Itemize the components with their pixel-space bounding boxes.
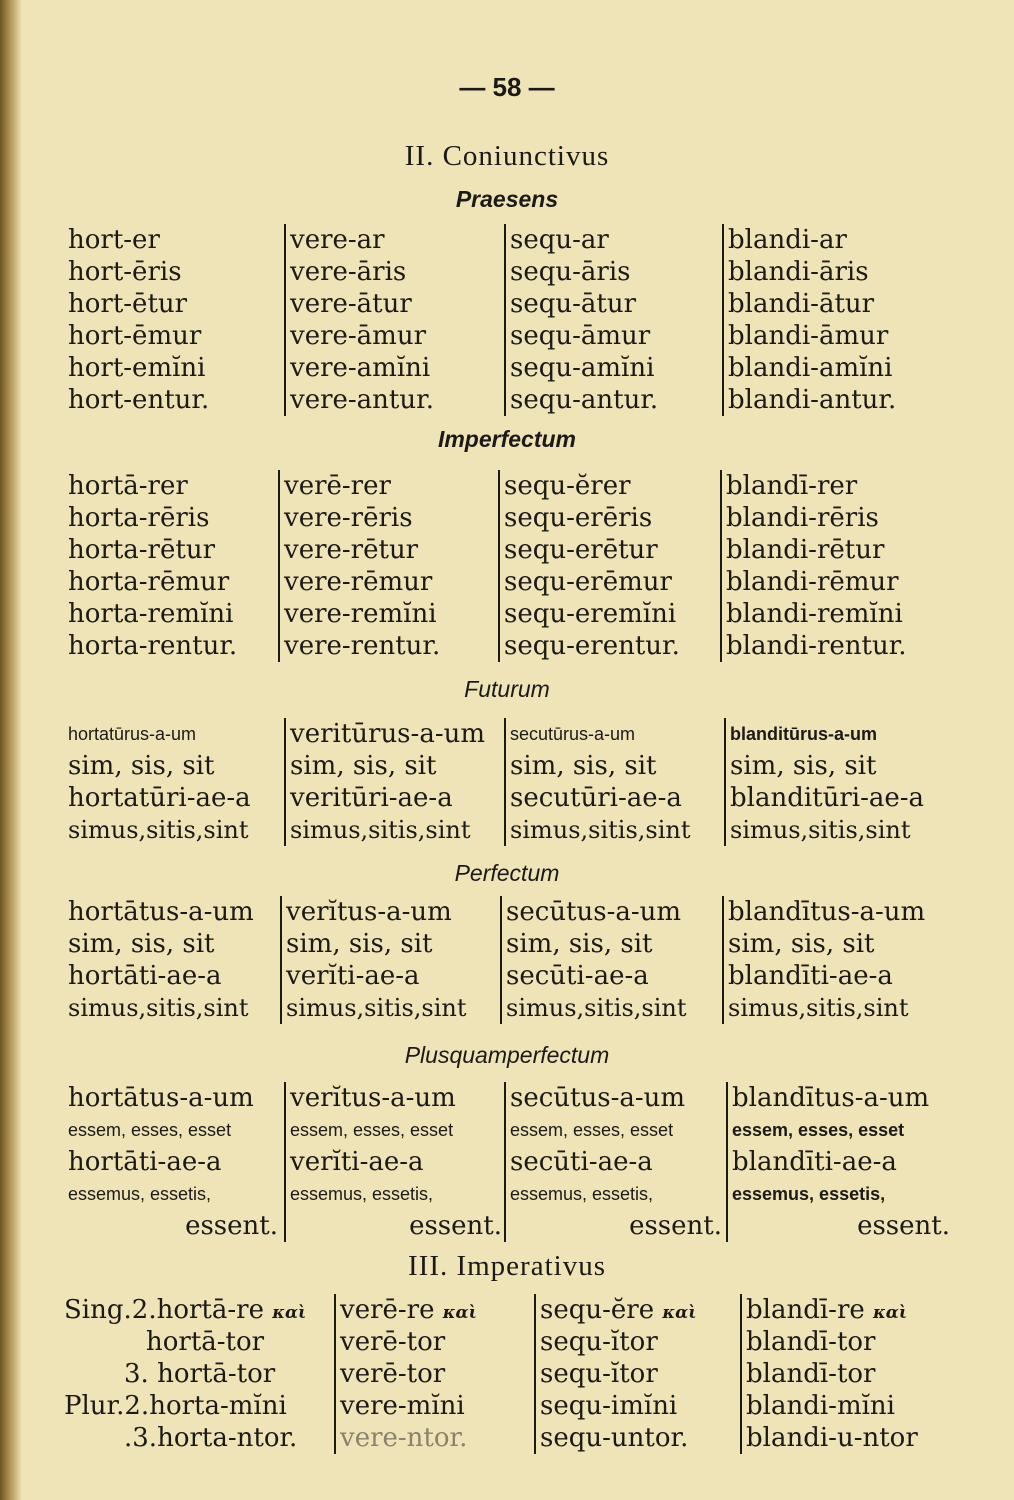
verb-form: essem, esses, esset [732,1120,905,1140]
verb-form: simus,sitis,sint [286,994,467,1022]
verb-form: Plur.2.horta-mĭni [64,1391,287,1421]
verb-form: blandīti-ae-a [732,1147,897,1177]
verb-form: blandi-antur. [728,385,897,415]
verb-form: sequ-ĕrer [504,471,631,501]
verb-form: sequ-ĭtor [540,1327,658,1357]
futurum-col-blandior [724,718,958,846]
plusquamperfectum-col-blandior [726,1082,950,1242]
verb-form: blandi-ātur [728,289,875,319]
verb-form: hortatūrus-a-um [68,724,197,744]
verb-form: hortāti-ae-a [68,961,222,991]
section-title-imperativus: III. Imperativus [408,1250,606,1282]
verb-form: vere-ātur [290,289,412,319]
verb-form: sequ-untor. [540,1423,689,1453]
verb-form: blandi-rētur [726,535,885,565]
verb-form: vere-āris [290,257,407,287]
futurum-col-vereor [284,718,504,846]
verb-form: simus,sitis,sint [728,994,909,1022]
verb-form: blandīti-ae-a [728,961,893,991]
verb-form: veritūrus-a-um [290,719,485,749]
verb-form: sequ-erēmur [504,567,672,597]
verb-form: sequ-antur. [510,385,659,415]
verb-form [540,1294,736,1326]
verb-form-text: sequ-ĕre [540,1295,655,1325]
verb-form: verē-tor [340,1327,446,1357]
verb-form: sequ-erentur. [504,631,680,661]
verb-form: vere-amĭni [290,353,431,383]
verb-form: secūti-ae-a [506,961,649,991]
praesens-col-hortor [68,224,278,416]
futurum-col-hortor [68,718,282,846]
praesens-col-blandior [722,224,958,416]
verb-form: vere-rentur. [284,631,441,661]
verb-form: sim, sis, sit [290,751,437,781]
verb-form [340,1294,526,1326]
tense-title-perfectum: Perfectum [454,860,560,886]
verb-form: hort-er [68,225,160,255]
verb-form: blandi-remĭni [726,599,903,629]
verb-form: vere-ar [290,225,385,255]
verb-form: vere-rēris [284,503,413,533]
tense-title-plusquamperfectum: Plusquamperfectum [404,1042,610,1068]
verb-form: essent. [409,1211,502,1241]
perfectum-col-sequor [500,896,722,1024]
verb-form: essent. [857,1211,950,1241]
verb-form: secūti-ae-a [510,1147,653,1177]
verb-form: essemus, essetis, [290,1184,434,1204]
verb-form: sim, sis, sit [68,929,215,959]
tense-title-futurum: Futurum [464,676,550,702]
verb-form: simus,sitis,sint [68,994,249,1022]
verb-form: sequ-imĭni [540,1391,678,1421]
verb-form: verĭti-ae-a [286,961,420,991]
verb-form: hortātus-a-um [68,897,254,927]
perfectum-col-vereor [280,896,500,1024]
verb-form: verĭtus-a-um [290,1083,456,1113]
verb-form: hort-ēmur [68,321,202,351]
verb-form: blandītus-a-um [732,1083,930,1113]
verb-form: blandi-āmur [728,321,889,351]
verb-form: vere-ntor. [340,1423,468,1453]
imperfectum-col-vereor [278,470,496,662]
imperativus-col-vereor [334,1294,526,1454]
verb-form: sim, sis, sit [730,751,877,781]
verb-form: hortātus-a-um [68,1083,254,1113]
verb-form: simus,sitis,sint [506,994,687,1022]
imperfectum-col-hortor [68,470,278,662]
verb-form: verē-rer [284,471,391,501]
tense-title-praesens: Praesens [455,186,559,212]
verb-form: essemus, essetis, [510,1184,654,1204]
verb-form: hort-ētur [68,289,188,319]
verb-form: hortā-tor [146,1327,265,1357]
plusquamperfectum-col-sequor [504,1082,722,1242]
verb-form: vere-antur. [290,385,434,415]
perfectum-col-hortor [68,896,278,1024]
verb-form: hortāti-ae-a [68,1147,222,1177]
plusquamperfectum-col-hortor [68,1082,278,1242]
verb-form: horta-rēris [68,503,210,533]
kai-particle: καὶ [662,1303,697,1323]
verb-form: blandi-ar [728,225,847,255]
verb-form: sim, sis, sit [510,751,657,781]
imperfectum-col-sequor [498,470,718,662]
verb-form: veritūri-ae-a [290,783,453,813]
verb-form [746,1294,956,1326]
verb-form: sequ-eremĭni [504,599,677,629]
verb-form: sim, sis, sit [68,751,215,781]
verb-form: verē-tor [340,1359,446,1389]
verb-form: blandi-āris [728,257,869,287]
verb-form: verĭti-ae-a [290,1147,424,1177]
verb-form: simus,sitis,sint [68,816,249,844]
verb-form: essem, esses, esset [68,1120,232,1140]
verb-form: secūtus-a-um [506,897,682,927]
verb-form: verĭtus-a-um [286,897,452,927]
kai-particle: καὶ [272,1303,307,1323]
verb-form: blandi-mĭni [746,1391,895,1421]
verb-form: essem, esses, esset [290,1120,454,1140]
perfectum-col-blandior [722,896,958,1024]
verb-form: horta-rentur. [68,631,238,661]
verb-form: secutūri-ae-a [510,783,682,813]
verb-form [64,1294,332,1326]
verb-form: blandi-rēris [726,503,879,533]
page-number: — 58 — [459,72,555,102]
verb-form: hort-emĭni [68,353,206,383]
verb-form: essemus, essetis, [68,1184,212,1204]
verb-form: blandi-amĭni [728,353,893,383]
verb-form: essent. [629,1211,722,1241]
verb-form: blanditūrus-a-um [730,724,877,744]
verb-form: secutūrus-a-um [510,724,636,744]
verb-form: secūtus-a-um [510,1083,686,1113]
verb-form: .3.horta-ntor. [124,1423,298,1453]
verb-form: 3. hortā-tor [124,1359,276,1389]
verb-form: blandī-tor [746,1359,876,1389]
verb-form: vere-remĭni [284,599,437,629]
verb-form: sequ-āmur [510,321,651,351]
verb-form: vere-mĭni [340,1391,465,1421]
tense-title-imperfectum: Imperfectum [437,426,577,452]
plusquamperfectum-col-vereor [284,1082,502,1242]
verb-form: simus,sitis,sint [290,816,471,844]
imperativus-col-hortor [64,1294,332,1454]
verb-form: simus,sitis,sint [510,816,691,844]
verb-form: vere-rēmur [284,567,433,597]
verb-form: sim, sis, sit [506,929,653,959]
verb-form: hortatūri-ae-a [68,783,251,813]
verb-form: sequ-ātur [510,289,637,319]
verb-form: sequ-ĭtor [540,1359,658,1389]
verb-form: sim, sis, sit [286,929,433,959]
verb-form: simus,sitis,sint [730,816,911,844]
imperativus-col-sequor [534,1294,736,1454]
verb-form-text: verē-re [340,1295,435,1325]
verb-form: horta-rēmur [68,567,230,597]
verb-form: blandi-rēmur [726,567,899,597]
kai-particle: καὶ [442,1303,477,1323]
imperativus-col-blandior [740,1294,956,1454]
imperfectum-col-blandior [720,470,958,662]
verb-form: horta-remĭni [68,599,234,629]
verb-form: vere-āmur [290,321,427,351]
verb-form: blandītus-a-um [728,897,926,927]
verb-form: vere-rētur [284,535,419,565]
kai-particle: καὶ [873,1303,908,1323]
verb-form: hort-entur. [68,385,210,415]
verb-form: blandi-rentur. [726,631,907,661]
verb-form: horta-rētur [68,535,215,565]
verb-form: hortā-rer [68,471,188,501]
verb-form: essemus, essetis, [732,1184,886,1204]
verb-form: sim, sis, sit [728,929,875,959]
praesens-col-sequor [504,224,718,416]
verb-form: blanditūri-ae-a [730,783,925,813]
futurum-col-sequor [504,718,724,846]
verb-form: sequ-ar [510,225,609,255]
verb-form: hort-ēris [68,257,182,287]
praesens-col-vereor [284,224,496,416]
verb-form: blandi-u-ntor [746,1423,918,1453]
verb-form: blandī-rer [726,471,858,501]
section-title-coniunctivus: II. Coniunctivus [404,140,610,172]
verb-form-text: Sing.2.hortā-re [64,1295,264,1325]
verb-form: blandī-tor [746,1327,876,1357]
verb-form: sequ-āris [510,257,631,287]
verb-form: sequ-erētur [504,535,658,565]
verb-form: sequ-erēris [504,503,653,533]
verb-form-text: blandī-re [746,1295,865,1325]
verb-form: sequ-amĭni [510,353,655,383]
verb-form: essent. [185,1211,278,1241]
verb-form: essem, esses, esset [510,1120,674,1140]
